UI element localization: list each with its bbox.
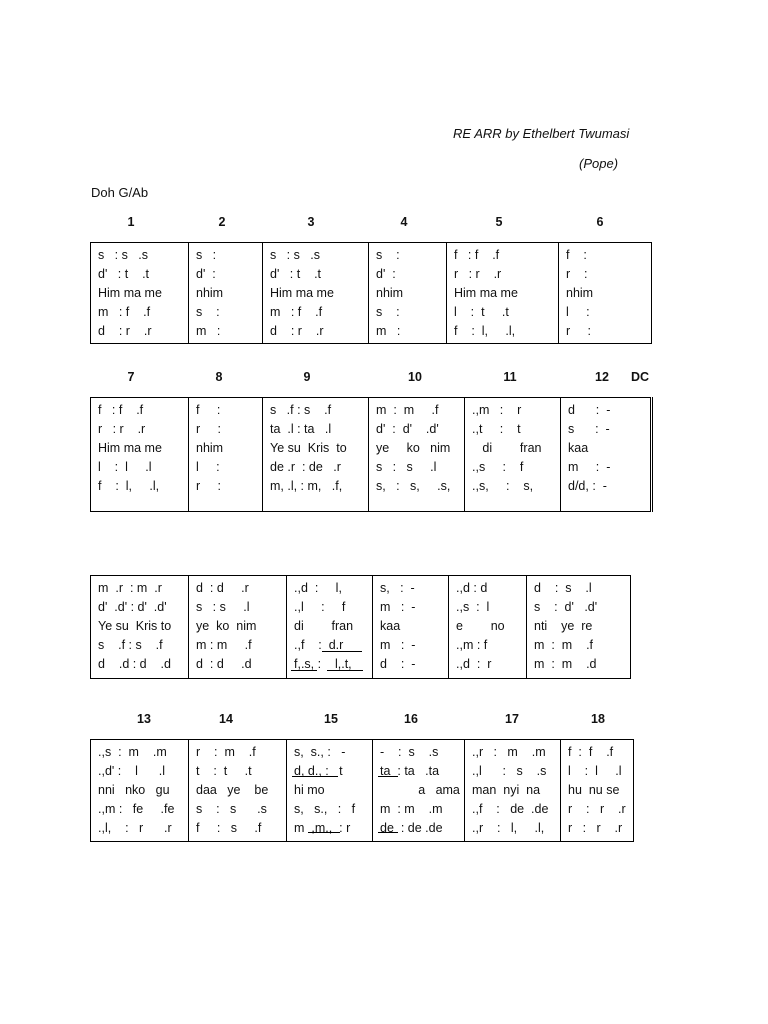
underline-mark [327, 670, 363, 671]
measure-cell: .,s : m .m .,d' : l .l nni nko gu .,m : fe .fe .,l, : r .r [91, 740, 189, 842]
measure-cell: f : r : nhim l : r : [559, 243, 652, 344]
measure-cell: s, s., : - d, d., : t hi mo s, s., : f m ,m., : r [287, 740, 373, 842]
measure-number: 13 [137, 712, 151, 726]
underline-mark [378, 832, 398, 833]
measure-cell: s : d' : nhim s : m : [189, 243, 263, 344]
measure-cell: d : s .l s : d' .d' nti ye re m : m .f m : m .d [527, 576, 631, 679]
measure-number: 5 [495, 215, 503, 229]
measure-number: 14 [219, 712, 233, 726]
measure-number: 16 [404, 712, 418, 726]
measure-number: 3 [307, 215, 315, 229]
measure-cell: s .f : s .f ta .l : ta .l Ye su Kris to de .r : de .r m, .l, : m, .f, [263, 398, 369, 512]
underline-mark [378, 776, 398, 777]
measure-cell: .,m : r .,t : t di fran .,s : f .,s, : s, [465, 398, 561, 512]
notation-system-1 [90, 242, 652, 344]
measure-number: 4 [400, 215, 408, 229]
measure-numbers-1-6 [0, 215, 768, 233]
measure-cell: m : m .f d' : d' .d' ye ko nim s : s .l s, : s, .s, [369, 398, 465, 512]
measure-cell: d : d .r s : s .l ye ko nim m : m .f d : d .d [189, 576, 287, 679]
measure-cell: - : s .s ta : ta .ta a ama m : m .m de : de .de [373, 740, 465, 842]
measure-number: 18 [591, 712, 605, 726]
measure-cell: s : s .s d' : t .t Him ma me m : f .f d : r .r [91, 243, 189, 344]
measure-cell: s : s .s d' : t .t Him ma me m : f .f d : r .r [263, 243, 369, 344]
measure-cell: .,d : d .,s : l e no .,m : f .,d : r [449, 576, 527, 679]
notation-system-2 [90, 397, 653, 512]
measure-cell: f : f .f l : l .l hu nu se r : r .r r : r .r [561, 740, 634, 842]
measure-number: 1 [127, 215, 135, 229]
measure-cell: f : f .f r : r .r Him ma me l : l .l f : l, .l, [91, 398, 189, 512]
arranger-credit: RE ARR by Ethelbert Twumasi [453, 126, 630, 141]
measure-cell: m .r : m .r d' .d' : d' .d' Ye su Kris to s .f : s .f d .d : d .d [91, 576, 189, 679]
measure-number: 8 [215, 370, 223, 384]
measure-number: 9 [303, 370, 311, 384]
underline-mark [292, 776, 338, 777]
measure-number: 15 [324, 712, 338, 726]
measure-cell: s, : - m : - kaa m : - d : - [373, 576, 449, 679]
measure-cell-final: d : - s : - kaa m : - d/d, : - [561, 398, 652, 512]
measure-cell: f : r : nhim l : r : [189, 398, 263, 512]
measure-number: 17 [505, 712, 519, 726]
measure-number: 10 [408, 370, 422, 384]
measure-numbers-13-18 [0, 712, 768, 730]
measure-number: 2 [218, 215, 226, 229]
key-signature: Doh G/Ab [91, 185, 149, 200]
measure-numbers-7-12 [0, 370, 768, 388]
measure-number: 12 [595, 370, 609, 384]
measure-cell: .,r : m .m .,l : s .s man nyi na .,f : de .de .,r : l, .l, [465, 740, 561, 842]
measure-number: 6 [596, 215, 604, 229]
notation-system-3 [90, 575, 631, 679]
underline-mark [291, 670, 317, 671]
underline-mark [322, 651, 362, 652]
measure-cell: s : d' : nhim s : m : [369, 243, 447, 344]
composer-credit: (Pope) [579, 156, 619, 171]
measure-cell: .,d : l, .,l : f di fran .,f : d.r f,.s, : l,.t, [287, 576, 373, 679]
da-capo-mark: DC [630, 370, 650, 384]
measure-number: 7 [127, 370, 135, 384]
measure-cell: r : m .f t : t .t daa ye be s : s .s f : s .f [189, 740, 287, 842]
underline-mark [308, 832, 340, 833]
notation-system-4 [90, 739, 634, 842]
measure-cell: f : f .f r : r .r Him ma me l : t .t f : l, .l, [447, 243, 559, 344]
measure-number: 11 [503, 370, 517, 384]
